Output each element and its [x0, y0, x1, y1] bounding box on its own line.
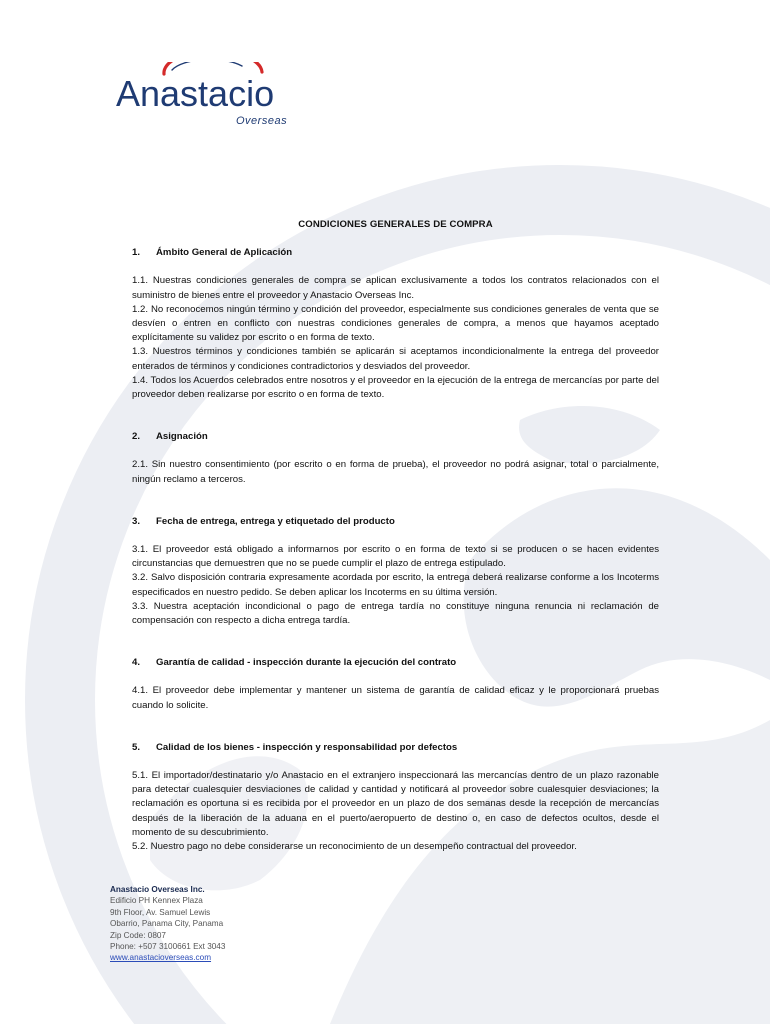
section-heading: [132, 741, 659, 755]
company-logo: [112, 62, 302, 134]
logo-sub: Overseas: [236, 115, 288, 127]
paragraph: 3.1. El proveedor está obligado a informarnos por escrito o en forma de texto si se producen o se hacen evidentes circunstancias que demuestren que no se puede cumplir el plazo de entrega estipulado.: [132, 544, 659, 570]
section-heading: [132, 430, 659, 444]
section-5: [132, 741, 659, 854]
section-heading: [132, 656, 659, 670]
footer-line: 9th Floor, Av. Samuel Lewis: [110, 907, 211, 917]
paragraph: 2.1. Sin nuestro consentimiento (por escrito o en forma de prueba), el proveedor no podrá asignar, total o parcialmente, ningún reclamo a terceros.: [132, 459, 659, 485]
section-3: [132, 515, 659, 656]
section-heading: [132, 515, 659, 529]
paragraph: 3.2. Salvo disposición contraria expresamente acordada por escrito, la entrega deberá realizarse conforme a los Incoterms especificados en nuestro pedido. Se deben aplicar los Incoterms en su última versión.: [132, 572, 659, 598]
section-number: 4.: [132, 657, 141, 669]
footer-line: Obarrio, Panama City, Panama: [110, 919, 224, 929]
footer-website-link[interactable]: www.anastacioverseas.com: [110, 953, 212, 963]
section-title: Garantía de calidad - inspección durante la ejecución del contrato: [156, 657, 457, 669]
paragraph: 5.2. Nuestro pago no debe considerarse un reconocimiento de un desempeño contractual del proveedor.: [132, 841, 577, 853]
paragraph: 1.1. Nuestras condiciones generales de compra se aplican exclusivamente a todos los contratos relacionados con el suministro de bienes entre el proveedor y Anastacio Overseas Inc.: [132, 275, 659, 301]
section-title: Asignación: [156, 431, 208, 443]
section-number: 2.: [132, 431, 141, 443]
paragraph: 5.1. El importador/destinatario y/o Anastacio en el extranjero inspeccionará las mercancías dentro de un plazo razonable para detectar cualesquier desviaciones de calidad y cantidad y notificará al proveedor sobre cualesquier desviaciones; la reclamación es oportuna si es recibida por el proveedor en un plazo de dos semanas desde la recepción de mercancías después de la liberación de la aduana en el puerto/aeropuerto de destino o, en caso de defectos ocultos, desde el momento de su descubrimiento.: [132, 770, 659, 838]
paragraph: 4.1. El proveedor debe implementar y mantener un sistema de garantía de calidad eficaz y le proporcionará pruebas cuando lo solicite.: [132, 685, 659, 711]
section-heading: [132, 246, 659, 260]
section-2: [132, 430, 659, 515]
anastacio-logo-mark: [112, 62, 302, 134]
section-title: Calidad de los bienes - inspección y responsabilidad por defectos: [156, 741, 458, 753]
paragraph: 1.3. Nuestros términos y condiciones también se aplicarán si aceptamos incondicionalmente la entrega del proveedor enterados de términos y condiciones contradictorios y desviados del proveedor.: [132, 346, 659, 372]
footer-company: Anastacio Overseas Inc.: [110, 885, 205, 894]
footer-address: [110, 884, 225, 964]
paragraph: 1.2. No reconocemos ningún término y condición del proveedor, especialmente sus condiciones generales de venta que se desvíen o entren en conflicto con nuestras condiciones generales de compra, a menos que hayamos aceptado explícitamente su validez por escrito o en forma de texto.: [132, 303, 659, 344]
paragraph: 1.4. Todos los Acuerdos celebrados entre nosotros y el proveedor en la ejecución de la entrega de mercancías por parte del proveedor deben realizarse por escrito o en forma de texto.: [132, 374, 659, 401]
section-number: 1.: [132, 247, 141, 259]
section-title: Ámbito General de Aplicación: [156, 247, 293, 259]
section-1: [132, 246, 659, 430]
logo-name: Anastacio: [116, 73, 275, 114]
section-title: Fecha de entrega, entrega y etiquetado del producto: [156, 515, 395, 527]
paragraph: 3.3. Nuestra aceptación incondicional o pago de entrega tardía no constituye ninguna renuncia ni reclamación de compensación con respecto a dicha entrega tardía.: [132, 600, 659, 627]
section-number: 3.: [132, 515, 141, 527]
footer-phone: Phone: +507 3100661 Ext 3043: [110, 942, 226, 952]
document-title: CONDICIONES GENERALES DE COMPRA: [298, 219, 493, 230]
section-number: 5.: [132, 741, 141, 753]
footer-line: Zip Code: 0807: [110, 930, 166, 940]
footer-line: Edificio PH Kennex Plaza: [110, 896, 203, 906]
document-body: [132, 218, 659, 854]
section-4: [132, 656, 659, 741]
